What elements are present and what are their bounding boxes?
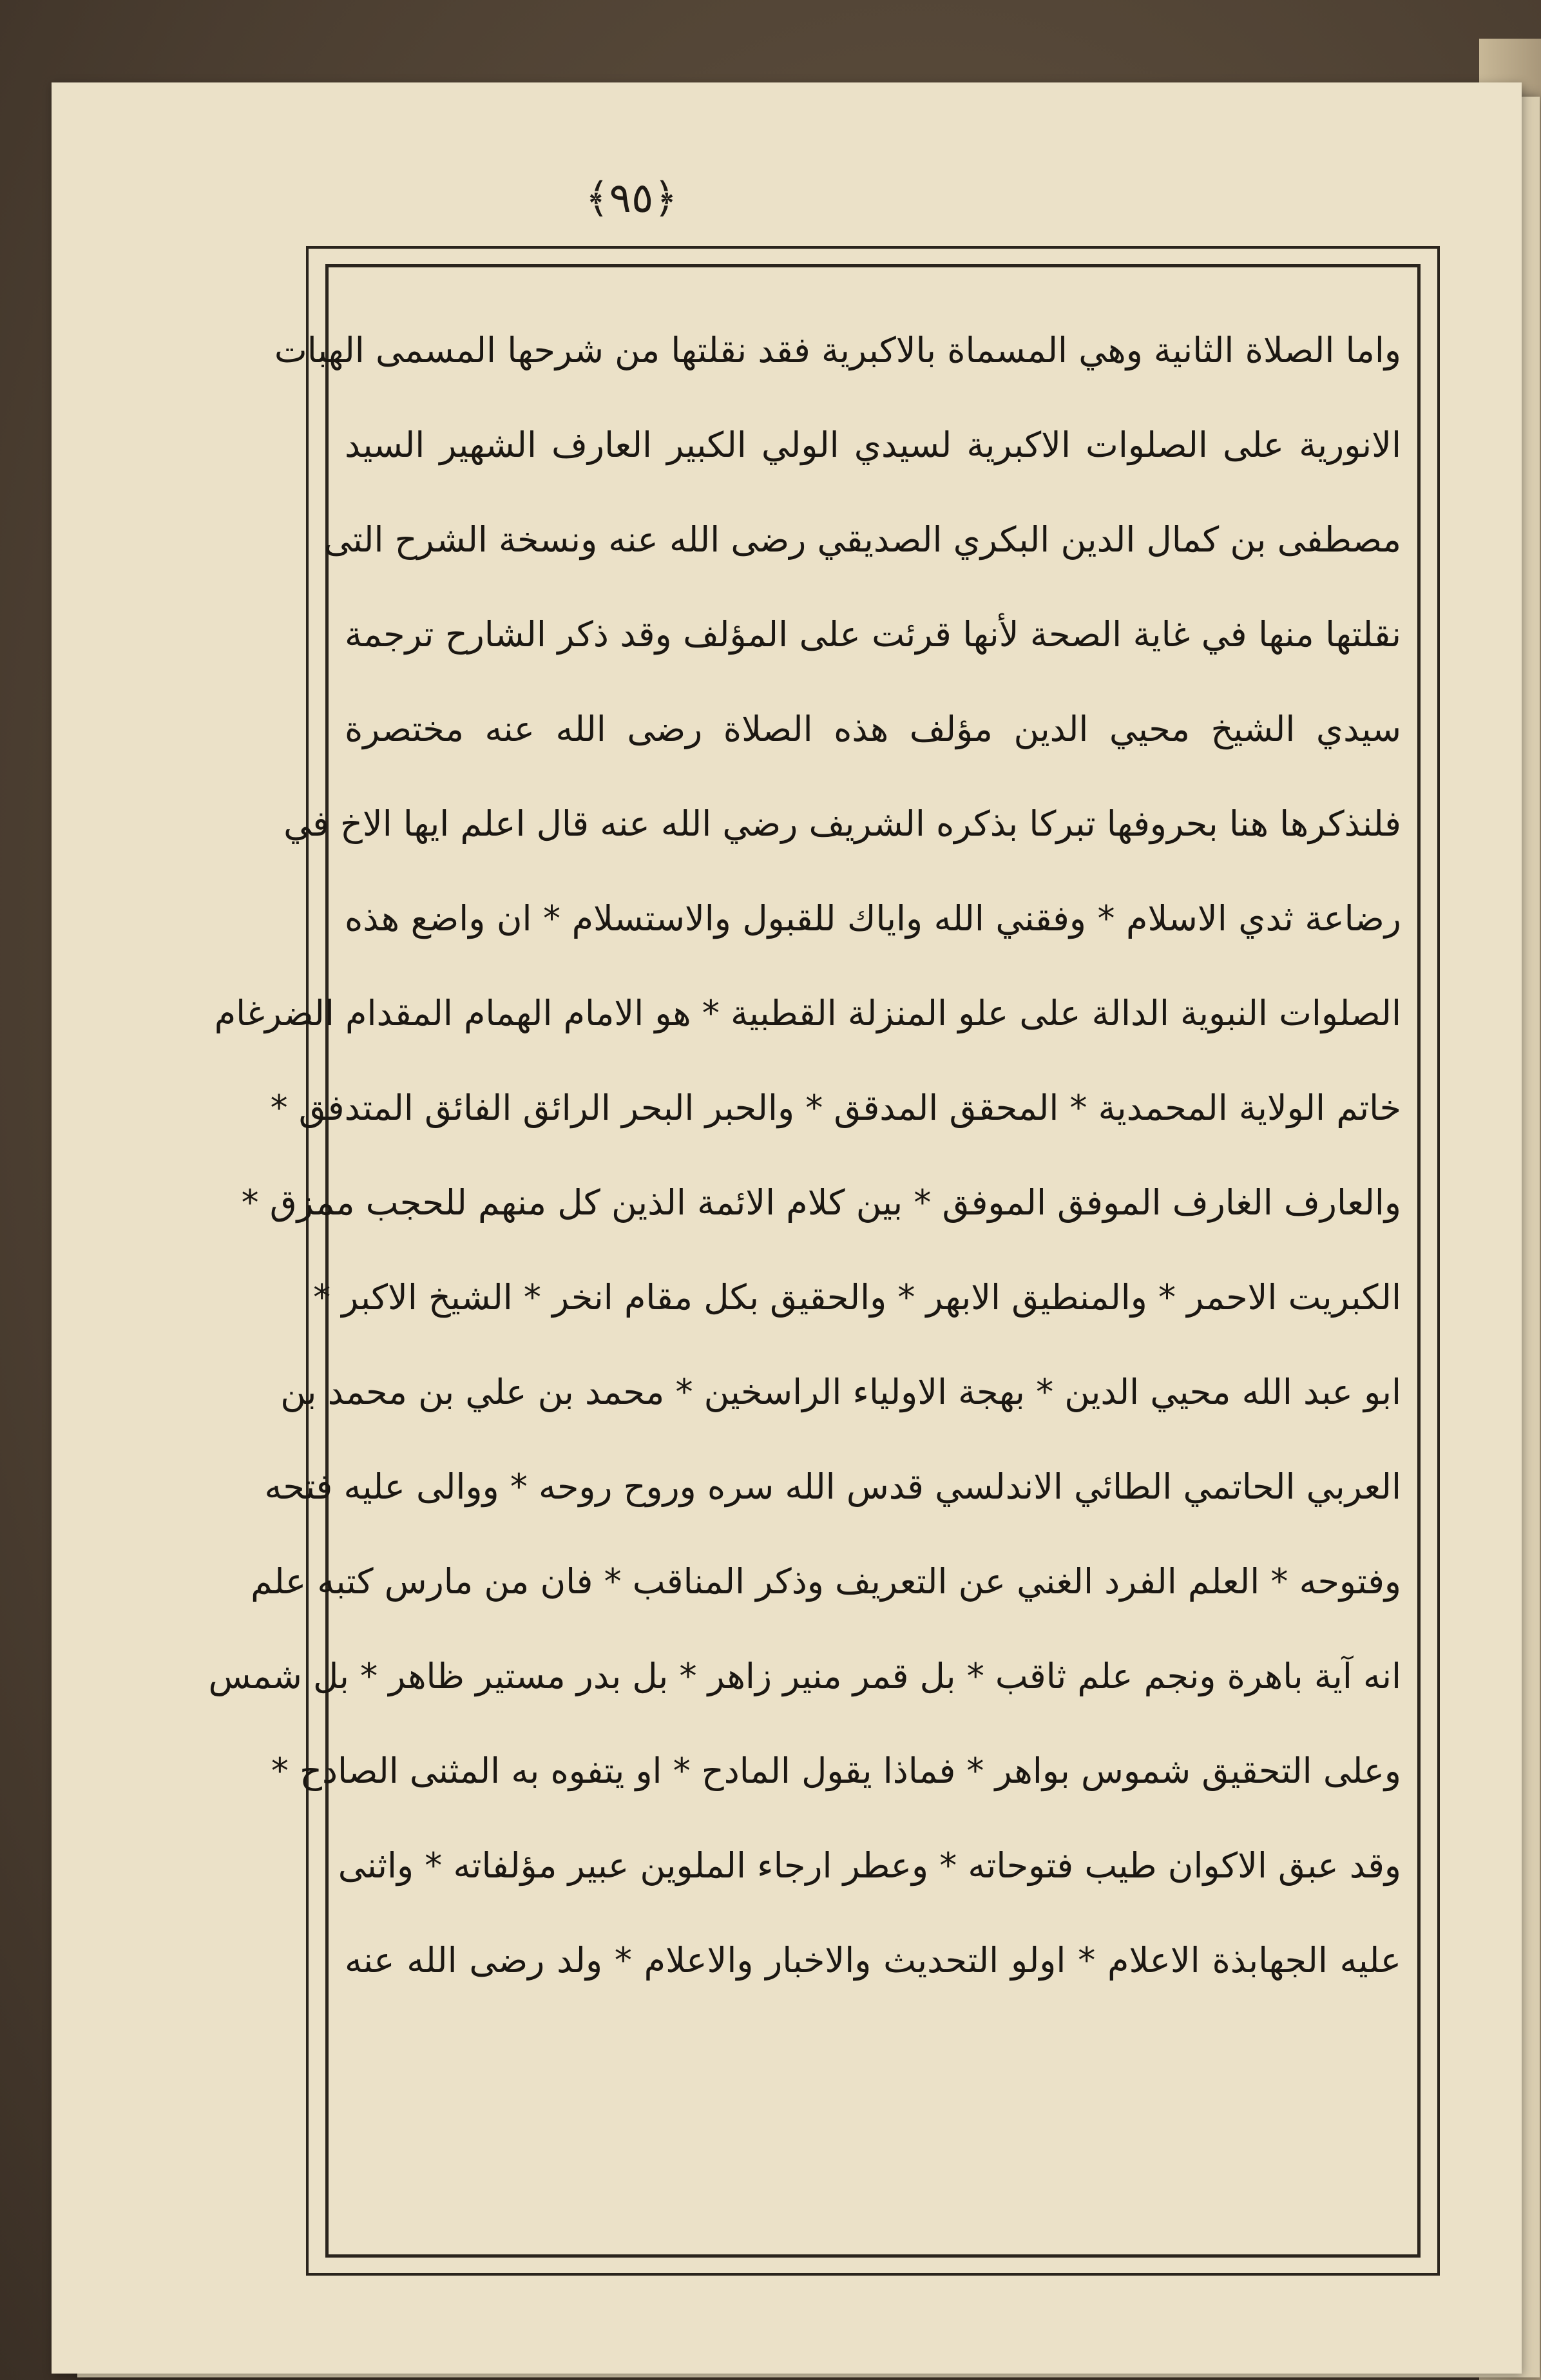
body-text	[208, 303, 1401, 2008]
page-number: ﴿٩٥﴾	[585, 175, 678, 222]
text-line: وفتوحه * العلم الفرد الغني عن التعريف وذكر المناقب * فان من مارس كتبه علم	[251, 1561, 1401, 1602]
text-line: واما الصلاة الثانية وهي المسماة بالاكبرية فقد نقلتها من شرحها المسمى الهبات	[274, 330, 1401, 370]
text-line: فلنذكرها هنا بحروفها تبركا بذكره الشريف رضي الله عنه قال اعلم ايها الاخ في	[283, 803, 1401, 844]
text-line: مصطفى بن كمال الدين البكري الصديقي رضى الله عنه ونسخة الشرح التى	[323, 519, 1401, 560]
text-line: سيدي الشيخ محيي الدين مؤلف هذه الصلاة رضى الله عنه مختصرة	[345, 709, 1401, 749]
text-line: الانورية على الصلوات الاكبرية لسيدي الولي الكبير العارف الشهير السيد	[345, 425, 1401, 465]
text-line: الكبريت الاحمر * والمنطيق الابهر * والحقيق بكل مقام انخر * الشيخ الاكبر *	[313, 1277, 1401, 1318]
text-line: والعارف الغارف الموفق الموفق * بين كلام الائمة الذين كل منهم للحجب ممزق *	[241, 1182, 1401, 1223]
text-line: عليه الجهابذة الاعلام * اولو التحديث والاخبار والاعلام * ولد رضى الله عنه	[345, 1940, 1401, 1981]
text-line: نقلتها منها في غاية الصحة لأنها قرئت على المؤلف وقد ذكر الشارح ترجمة	[345, 614, 1401, 655]
text-line: رضاعة ثدي الاسلام * وفقني الله واياك للقبول والاستسلام * ان واضع هذه	[345, 898, 1401, 939]
text-line: ابو عبد الله محيي الدين * بهجة الاولياء الراسخين * محمد بن علي بن محمد بن	[280, 1372, 1401, 1412]
text-line: العربي الحاتمي الطائي الاندلسي قدس الله سره وروح روحه * ووالى عليه فتحه	[264, 1466, 1401, 1507]
text-line: وعلى التحقيق شموس بواهر * فماذا يقول المادح * او يتفوه به المثنى الصادح *	[271, 1751, 1401, 1791]
text-line: خاتم الولاية المحمدية * المحقق المدقق * والحبر البحر الرائق الفائق المتدفق *	[270, 1088, 1401, 1128]
text-line: وقد عبق الاكوان طيب فتوحاته * وعطر ارجاء الملوين عبير مؤلفاته * واثنى	[338, 1845, 1401, 1886]
text-line: انه آية باهرة ونجم علم ثاقب * بل قمر منير زاهر * بل بدر مستير ظاهر * بل شمس	[208, 1656, 1401, 1696]
text-line: الصلوات النبوية الدالة على علو المنزلة القطبية * هو الامام الهمام المقدام الضرغام	[214, 993, 1401, 1033]
